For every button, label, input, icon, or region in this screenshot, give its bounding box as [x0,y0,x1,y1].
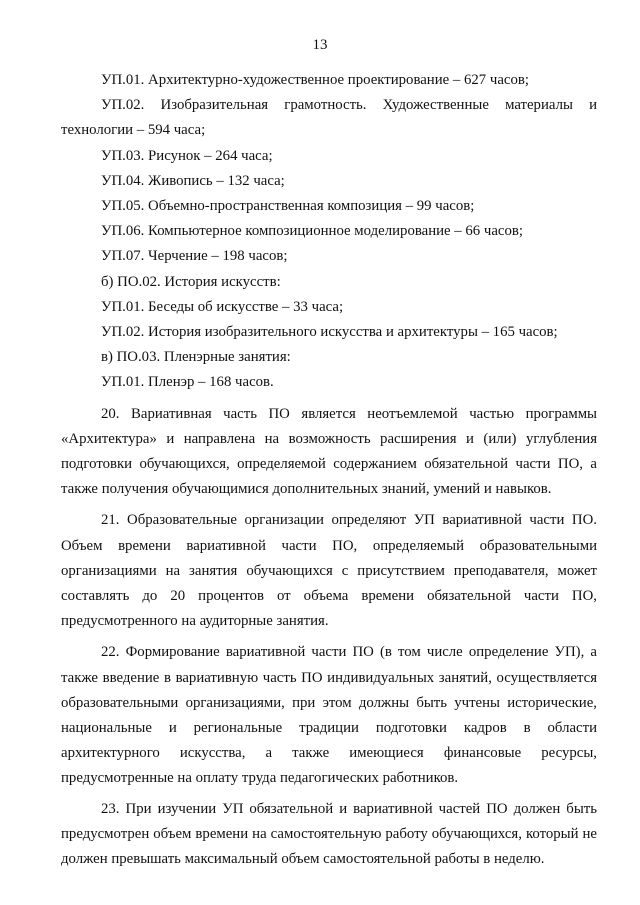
list-item-up03-drawing: УП.03. Рисунок – 264 часа; [101,147,273,164]
list-item-up06-computer-modeling: УП.06. Компьютерное композиционное моделирование – 66 часов; [101,223,523,240]
list-heading-plein-air: в) ПО.03. Пленэрные занятия: [101,349,291,366]
list-heading-art-history: б) ПО.02. История искусств: [101,273,281,290]
list-item-up02-art-history: УП.02. История изобразительного искусства и архитектуры – 165 часов; [101,324,558,341]
paragraph-20: 20. Вариативная часть ПО является неотъемлемой частью программы «Архитектура» и направлена на возможность расширения и (или) углубления подготовки обучающихся, определяемой содержанием обязательной части ПО, а также получения обучающимися дополнительных знаний, умений и навыков. [61,405,597,498]
paragraph-21: 21. Образовательные организации определяют УП вариативной части ПО. Объем времени вариативной части ПО, определяемый образовательными организациями на занятия обучающихся с присутствием преподавателя, может составлять до 20 процентов от объема времени обязательной части ПО, предусмотренного на аудиторные занятия. [61,512,597,630]
list-item-up07-draughting: УП.07. Черчение – 198 часов; [101,248,288,265]
list-item-up02-drawing-literacy: УП.02. Изобразительная грамотность. Художественные материалы и технологии – 594 часа; [61,97,597,139]
paragraph-23: 23. При изучении УП обязательной и вариативной частей ПО должен быть предусмотрен объем времени на самостоятельную работу обучающихся, который не должен превышать максимальный объем самостоятельной работы в неделю. [61,800,597,868]
page-number: 13 [312,37,328,53]
list-item-up05-composition: УП.05. Объемно-пространственная композиция – 99 часов; [101,198,475,215]
page-body [61,68,597,872]
paragraph-22: 22. Формирование вариативной части ПО (в том числе определение УП), а также введение в вариативную часть ПО индивидуальных занятий, осуществляется образовательными организациями, при этом должны быть учтены исторические, национальные и региональные традиции подготовки кадров в области архитектурного искусства, а также имеющиеся финансовые ресурсы, предусмотренные на оплату труда педагогических работников. [61,644,597,787]
list-item-up01-architecture: УП.01. Архитектурно-художественное проектирование – 627 часов; [101,72,529,88]
list-item-up01-art-talks: УП.01. Беседы об искусстве – 33 часа; [101,298,344,315]
list-item-up04-painting: УП.04. Живопись – 132 часа; [101,172,285,189]
list-item-up01-plein-air: УП.01. Пленэр – 168 часов. [101,374,274,391]
